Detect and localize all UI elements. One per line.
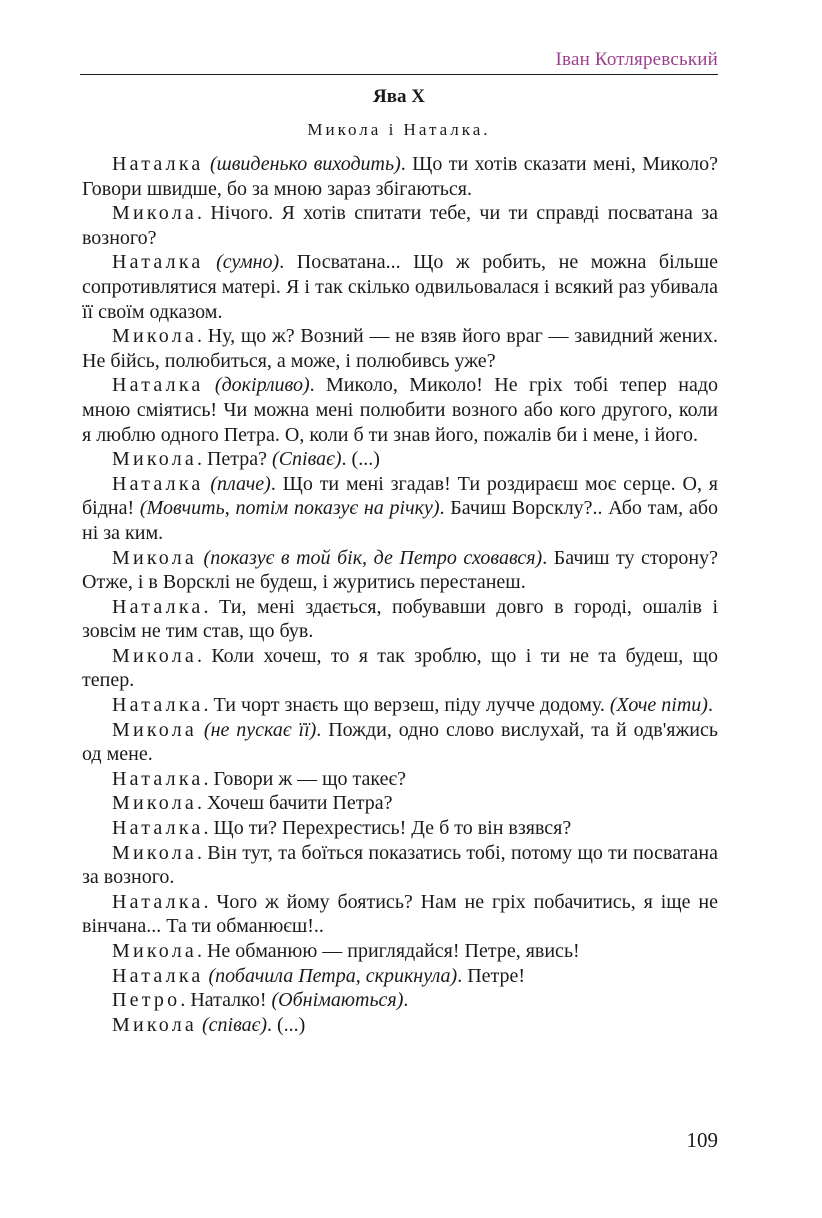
speech-text: . xyxy=(403,989,409,1012)
speech-text: . Що ти? Перехрестись! Де б то він взявся? xyxy=(203,817,572,840)
speaker-name: Петро xyxy=(112,989,181,1012)
stage-direction: (плаче) xyxy=(210,472,271,495)
stage-direction: (побачила Петра, скрикнула) xyxy=(208,964,458,987)
speaker-name: Наталка xyxy=(112,817,204,840)
dialogue-line xyxy=(82,767,718,792)
stage-direction: (докірливо) xyxy=(214,374,310,397)
speaker-name: Наталка xyxy=(112,890,204,913)
speech-text: . Ти, мені здається, побувавши довго в городі, ошалів і зовсім не тим став, що був. xyxy=(82,595,718,643)
dialogue-line xyxy=(82,791,718,816)
running-header xyxy=(80,48,718,75)
scene-cast: Микола і Наталка. xyxy=(307,120,491,139)
speech-text xyxy=(204,374,215,396)
stage-direction: (Хоче піти) xyxy=(609,694,708,717)
dialogue-line xyxy=(82,718,718,767)
speaker-name: Микола xyxy=(112,325,197,348)
speaker-name: Микола xyxy=(112,644,197,667)
speech-text: . Не обманюю — приглядайся! Петре, явись! xyxy=(196,940,580,962)
speaker-name: Наталка xyxy=(112,595,204,618)
speech-text: . Що ти хотів сказати мені, Миколо? Говори швидше, бо за мною зараз збігаються. xyxy=(82,153,719,200)
dialogue-line xyxy=(82,546,718,595)
speaker-name: Микола xyxy=(112,448,197,471)
speech-text: . Петре! xyxy=(457,964,526,987)
dialogue-line xyxy=(82,1013,718,1038)
dialogue-line xyxy=(82,201,718,250)
speech-text xyxy=(197,719,204,741)
dialogue-line xyxy=(82,816,718,841)
speech-text xyxy=(204,251,217,273)
stage-direction: (не пускає її) xyxy=(203,718,317,741)
stage-direction: (Мовчить, потім показує на річку) xyxy=(139,497,440,520)
speaker-name: Микола xyxy=(112,546,197,569)
speaker-name: Наталка xyxy=(112,153,204,175)
speaker-name: Микола xyxy=(112,792,197,815)
speech-text: . Коли хочеш, то я так зроблю, що і ти не та будеш, що тепер. xyxy=(82,644,718,692)
speaker-name: Наталка xyxy=(112,472,204,495)
dialogue-line xyxy=(82,250,718,324)
header-author: Іван Котляревський xyxy=(555,49,718,70)
speaker-name: Микола xyxy=(112,841,197,864)
stage-direction: (швиденько виходить) xyxy=(209,153,401,175)
speech-text: . (...) xyxy=(341,448,380,471)
dialogue-line xyxy=(82,324,718,373)
dialogue-line xyxy=(82,964,718,989)
speech-text: . Бачиш Ворсклу?.. Або там, або ні за ким. xyxy=(82,497,718,544)
dialogue-line xyxy=(82,595,718,644)
speech-text: . Що ти мені згадав! Ти роздираєш моє серце. О, я бідна! xyxy=(82,472,719,520)
stage-direction: (співає) xyxy=(201,1013,268,1036)
speech-text: . (...) xyxy=(267,1013,306,1036)
stage-direction: (показує в той бік, де Петро сховався) xyxy=(203,546,543,569)
speech-text: . Говори ж — що такеє? xyxy=(203,767,406,790)
speech-text: . Чого ж йому боятись? Нам не гріх побачитись, я іще не вінчана... Та ти обманюєш!.. xyxy=(82,890,718,938)
speech-text: . Пожди, одно слово вислухай, та й одв'яжись од мене. xyxy=(82,718,719,766)
speaker-name: Наталка xyxy=(112,767,204,790)
dialogue-line xyxy=(82,152,718,201)
page-number: 109 xyxy=(686,1128,718,1152)
speech-text: . Бачиш ту сторону? Отже, і в Ворсклі не будеш, і журитись перестанеш. xyxy=(82,546,718,594)
speaker-name: Наталка xyxy=(112,694,204,717)
speaker-name: Микола xyxy=(112,718,197,741)
speech-text: . Посватана... Що ж робить, не можна більше сопротивлятися матері. Я і так скілько одвильовалася і всякий раз убивала її своїм одказом. xyxy=(82,251,719,323)
dialogue-body xyxy=(82,152,718,1037)
speech-text: . Нічого. Я хотів спитати тебе, чи ти справді посватана за возного? xyxy=(82,202,718,249)
speech-text: . Миколо, Миколо! Не гріх тобі тепер надо мною сміятись! Чи можна мені полюбити возного або кого другого, коли я люблю одного Петра. О, коли б ти знав його, пожалів би і мене, і його. xyxy=(82,374,719,446)
speech-text: . Він тут, та боїться показатись тобі, потому що ти посватана за возного. xyxy=(82,841,718,889)
dialogue-line xyxy=(82,693,718,718)
stage-direction: (сумно) xyxy=(216,251,280,274)
scene-title: Ява X xyxy=(373,86,425,107)
speech-text: . Петра? xyxy=(196,448,273,471)
speaker-name: Микола xyxy=(112,1013,197,1036)
dialogue-line xyxy=(82,890,718,939)
speaker-name: Микола xyxy=(112,940,197,962)
dialogue-line xyxy=(82,447,718,472)
dialogue-line xyxy=(82,472,718,546)
speaker-name: Наталка xyxy=(112,251,204,274)
speaker-name: Микола xyxy=(112,202,197,225)
dialogue-line xyxy=(82,939,718,964)
speech-text: . Хочеш бачити Петра? xyxy=(196,792,393,815)
speech-text: . xyxy=(707,694,713,717)
stage-direction: (Співає) xyxy=(272,448,342,471)
dialogue-line xyxy=(82,644,718,693)
speech-text: . Наталко! xyxy=(180,989,272,1012)
speaker-name: Наталка xyxy=(112,374,204,397)
dialogue-line xyxy=(82,988,718,1013)
speech-text: . Ну, що ж? Возний — не взяв його враг — завидний жених. Не бійсь, полюбиться, а може, і полюбивсь уже? xyxy=(82,325,718,372)
stage-direction: (Обнімаються) xyxy=(271,989,404,1012)
dialogue-line xyxy=(82,373,718,447)
speech-text: . Ти чорт знаєть що верзеш, піду лучче додому. xyxy=(203,694,610,717)
dialogue-line xyxy=(82,841,718,890)
speaker-name: Наталка xyxy=(112,964,204,987)
